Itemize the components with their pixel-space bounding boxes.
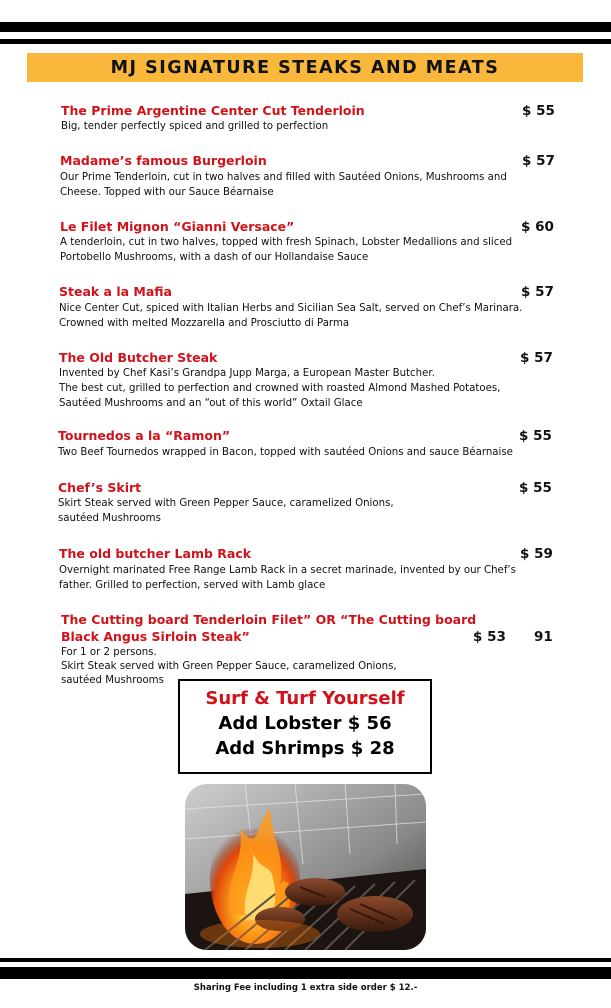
item-name: The Old Butcher Steak [59, 350, 218, 365]
item-price: $ 57 [520, 350, 553, 366]
grill-flames-photo [185, 784, 426, 950]
item-price: $ 60 [521, 219, 554, 235]
item-price: $ 57 [522, 153, 555, 169]
section-title: MJ SIGNATURE STEAKS AND MEATS [110, 57, 500, 78]
item-description: Nice Center Cut, spiced with Italian Herbs and Sicilian Sea Salt, served on Chef’s Marinara. [59, 303, 523, 314]
item-name: Chef’s Skirt [58, 480, 142, 495]
item-price: $ 55 [519, 480, 552, 496]
top-bar-thin [0, 39, 611, 44]
item-name-line2: Black Angus Sirloin Steak” [61, 629, 250, 644]
item-description: Cheese. Topped with our Sauce Béarnaise [60, 187, 274, 198]
item-description: Skirt Steak served with Green Pepper Sauce, caramelized Onions, [58, 498, 394, 509]
top-bar-thick [0, 22, 611, 32]
item-description: Big, tender perfectly spiced and grilled to perfection [61, 121, 329, 132]
item-description: Overnight marinated Free Range Lamb Rack in a secret marinade, invented by our Chef’s [59, 565, 516, 576]
surf-turf-box [178, 679, 432, 774]
grill-photo-drawing [185, 784, 426, 950]
item-description: Crowned with melted Mozzarella and Prosciutto di Parma [59, 318, 350, 329]
item-price: $ 59 [520, 546, 553, 562]
item-description: Sautéed Mushrooms and an “out of this world” Oxtail Glace [59, 398, 363, 409]
item-description: Portobello Mushrooms, with a dash of our Hollandaise Sauce [60, 252, 369, 263]
item-name: Le Filet Mignon “Gianni Versace” [60, 219, 295, 234]
item-price-single: $ 53 [473, 629, 506, 645]
item-name: Tournedos a la “Ramon” [58, 428, 231, 443]
item-description: The best cut, grilled to perfection and crowned with roasted Almond Mashed Potatoes, [59, 383, 501, 394]
item-price: $ 55 [522, 103, 555, 119]
item-description: A tenderloin, cut in two halves, topped with fresh Spinach, Lobster Medallions and sliced [60, 237, 513, 248]
item-name: Madame’s famous Burgerloin [60, 153, 267, 168]
item-name: Steak a la Mafia [59, 284, 172, 299]
item-description: sautéed Mushrooms [61, 675, 164, 686]
item-description: Invented by Chef Kasi’s Grandpa Jupp Marga, a European Master Butcher. [59, 368, 435, 379]
bottom-bar-thin [0, 958, 611, 962]
item-name: The Prime Argentine Center Cut Tenderloin [61, 103, 365, 118]
add-shrimps-line: Add Shrimps $ 28 [215, 738, 395, 759]
item-name: The old butcher Lamb Rack [59, 546, 252, 561]
add-lobster-line: Add Lobster $ 56 [218, 713, 392, 734]
item-description: Our Prime Tenderloin, cut in two halves and filled with Sautéed Onions, Mushrooms and [60, 172, 507, 183]
surf-turf-title: Surf & Turf Yourself [205, 688, 405, 709]
item-description: father. Grilled to perfection, served with Lamb glace [59, 580, 326, 591]
section-banner [27, 53, 583, 82]
item-description: Skirt Steak served with Green Pepper Sauce, caramelized Onions, [61, 661, 397, 672]
sharing-fee-note: Sharing Fee including 1 extra side order $ 12.- [193, 983, 418, 993]
item-price: $ 57 [521, 284, 554, 300]
bottom-bar-thick [0, 967, 611, 979]
item-description: Two Beef Tournedos wrapped in Bacon, topped with sautéed Onions and sauce Béarnaise [58, 447, 513, 458]
item-name: The Cutting board Tenderloin Filet” OR “The Cutting board [61, 612, 477, 627]
item-description: For 1 or 2 persons. [61, 647, 157, 658]
item-price: $ 55 [519, 428, 552, 444]
item-description: sautéed Mushrooms [58, 513, 161, 524]
item-price-double: 91 [534, 629, 553, 645]
